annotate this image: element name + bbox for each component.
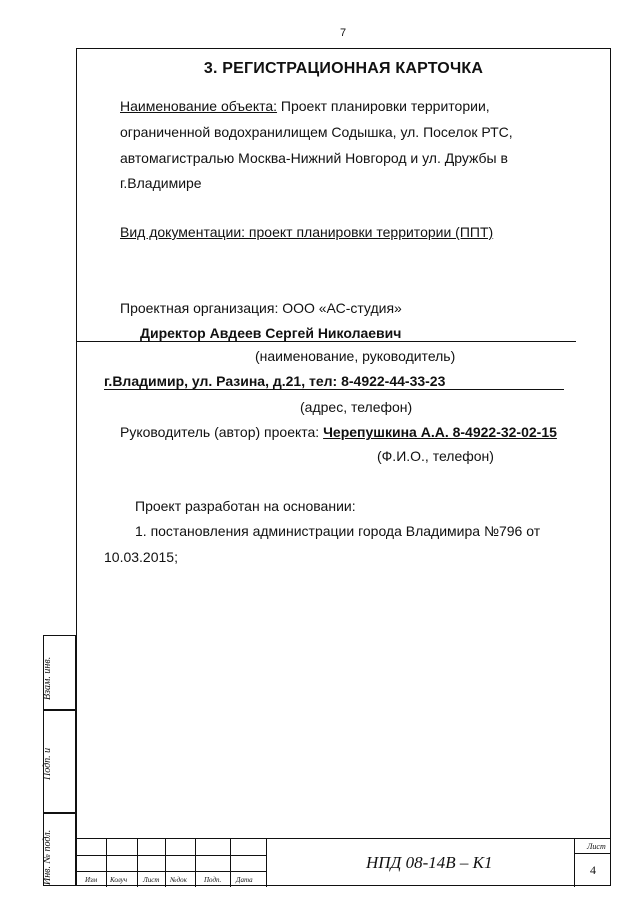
address-caption: (адрес, телефон) [300,399,413,415]
document-code: НПД 08-14В – К1 [366,853,493,872]
page-frame [76,48,611,886]
project-lead-value: Черепушкина А.А. 8-4922-32-02-15 [323,424,557,440]
grid-row-divider [76,871,266,872]
grid-col-divider [106,839,107,887]
sheet-box [574,839,611,887]
project-lead [120,424,557,440]
object-line-4: г.Владимире [120,175,202,191]
sheet-number: 4 [590,863,596,877]
object-line-1 [120,98,490,114]
address: г.Владимир, ул. Разина, д.21, тел: 8-4922-44-33-23 [104,373,446,389]
sheet-label: Лист [587,842,606,851]
organization-label: Проектная организация: ООО «АС-студия» [120,300,402,316]
col-label-izm: Изм [85,876,98,884]
doc-type: Вид документации: проект планировки территории (ППТ) [120,224,494,240]
object-line-2: ограниченной водохранилищем Содышка, ул. Поселок РТС, [120,124,513,140]
col-label-list: Лист [143,876,160,884]
basis-item-1-date: 10.03.2015; [104,549,178,565]
col-label-ndok: №док [170,876,187,884]
director-underline [76,341,576,342]
basis-intro: Проект разработан на основании: [135,498,356,514]
project-lead-caption: (Ф.И.О., телефон) [377,448,494,464]
basis-item-1: 1. постановления администрации города Владимира №796 от [135,523,541,539]
grid-col-divider [266,839,267,887]
grid-col-divider [230,839,231,887]
col-label-podp: Подп. [204,876,222,884]
title-block [76,838,611,886]
col-label-koluch: Колуч [110,876,128,884]
object-value: Проект планировки территории, [277,98,490,114]
sheet-divider [575,853,611,854]
grid-col-divider [195,839,196,887]
page-title: 3. РЕГИСТРАЦИОННАЯ КАРТОЧКА [203,60,484,77]
grid-col-divider [137,839,138,887]
director-caption: (наименование, руководитель) [255,348,456,364]
object-line-3: автомагистралью Москва-Нижний Новгород и ул. Дружбы в [120,150,508,166]
grid-row-divider [76,855,266,856]
address-underline [104,389,564,390]
object-label: Наименование объекта: [120,98,278,114]
director-name: Директор Авдеев Сергей Николаевич [140,325,402,341]
side-label-inventory: Инв. № подл. [42,829,53,885]
title-block-grid [76,839,266,887]
page-number: 7 [340,27,347,39]
project-lead-label: Руководитель (автор) проекта: [120,424,324,440]
grid-col-divider [165,839,166,887]
side-label-signature: Подп. и [42,747,53,780]
side-label-replace: Взам. инв. [42,656,53,700]
col-label-data: Дата [236,876,253,884]
